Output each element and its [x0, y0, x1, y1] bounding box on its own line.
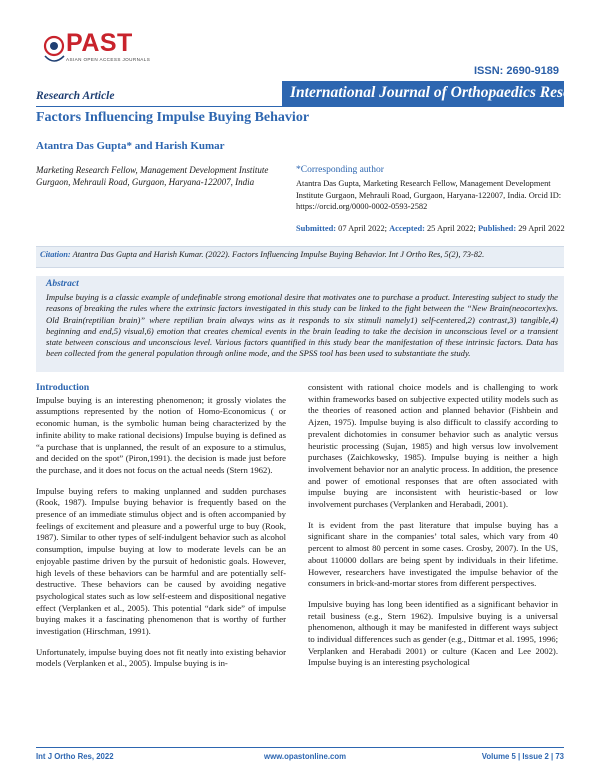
published-label: Published:	[477, 224, 517, 233]
body-column-right	[308, 382, 558, 678]
logo-wordmark: PAST	[66, 29, 133, 57]
submitted-date: 07 April 2022;	[338, 224, 387, 233]
article-authors: Atantra Das Gupta* and Harish Kumar	[36, 140, 225, 152]
body-column-left	[36, 382, 286, 679]
footer-website-link[interactable]: www.opastonline.com	[264, 752, 347, 761]
abstract-heading: Abstract	[46, 279, 79, 289]
corresponding-details: Atantra Das Gupta, Marketing Research Fellow, Management Development Institute Gurgaon, Mehrauli Road, Gurgaon, Haryana-122007, India. Orcid ID: https://orcid.org/0000-0002-0593-2582	[296, 179, 562, 211]
article-title: Factors Influencing Impulse Buying Behavior	[36, 110, 310, 125]
submitted-label: Submitted:	[296, 224, 337, 233]
body-paragraph: Impulsive buying has long been identified as a significant behavior in retail business (e.g., Stern 1962). Impulsive buying is a universal phenomenon, although it may be manifested in different ways subject to individual differences such as gender (e.g., Dittmar et al. 1995, 1996; Verplanken and Herabadi 2001) or culture (Kacen and Lee 2002). Impulse buying is an interesting psychological	[308, 598, 558, 668]
body-paragraph: Impulse buying is an interesting phenomenon; it grossly violates the assumptions represented by the notion of Homo-Economicus ( or economic human, is the symbolic human being characterized by the infinite ability to make rational decisions) Impulse buying is defined as “a purchase that is unplanned, the result of an exposure to a stimulus, and decided on the spot” (Piron,1991). the decision is made just before the purchase, and it does not focus on the actual needs (Stern 1962).	[36, 394, 286, 475]
author-affiliation: Marketing Research Fellow, Management Development Institute Gurgaon, Mehrauli Road, Gurgaon, Haryana-122007, India	[36, 165, 269, 187]
citation-label: Citation:	[40, 250, 71, 259]
logo-subtext: ASIAN OPEN ACCESS JOURNALS	[66, 57, 151, 62]
corresponding-heading: *Corresponding author	[296, 165, 384, 175]
body-paragraph: Unfortunately, impulse buying does not fit neatly into existing behavior models (Verplanken et al., 2005). Impulse buying is in-	[36, 646, 286, 669]
citation-text: Atantra Das Gupta and Harish Kumar. (2022). Factors Influencing Impulse Buying Behavior. Int J Ortho Res, 5(2), 73-82.	[72, 250, 485, 259]
header-divider	[36, 106, 564, 107]
article-dates	[296, 224, 565, 233]
article-type: Research Article	[36, 90, 115, 102]
body-paragraph: Impulse buying refers to making unplanned and sudden purchases (Rook, 1987). Impulse buying behavior is frequently based on the presence of an immediate stimulus object and is often accompanied by feelings of excitement and pleasure and a powerful urge to buy (Rook, 1987). Similar to other types of self-indulgent behavior such as alcohol consumption, impulse buying at low to moderate levels can be an enjoyable pastime driven by the pursuit of hedonistic goals. However, high levels of these behaviors can be harmful and are potentially self-destructive. These behaviors can be caused by avoiding negative psychological states such as low self-esteem and dispositional negative effect (Verplanken et al., 2005). This potential “dark side” of impulse buying makes it a fascinating phenomenon that is worthy of further investigation (Hirschman, 1991).	[36, 485, 286, 637]
footer-volume: Volume 5 | Issue 2 | 73	[481, 752, 564, 761]
footer-journal: Int J Ortho Res, 2022	[36, 752, 114, 761]
issn-label: ISSN: 2690-9189	[474, 65, 559, 77]
body-paragraph: consistent with rational choice models and is challenging to work within frameworks based on subjective expected utility models such as the theories of reasoned action and planned behavior (Fishbein and Ajzen, 1975). Impulse buying is also difficult to classify according to prevalent dichotomies in consumer behavior such as analytic versus heuristic processing (Sujan, 1985) and high versus low involvement purchases (Zaichkowsky, 1985). Impulse buying is neither a high involvement behavior nor an analytic process. In addition, the presence and power of emotional responses that are often associated with impulse buying are inconsistent with heuristic-based or low involvement purchases (Verplanken and Herabadi, 2001).	[308, 382, 558, 510]
introduction-heading: Introduction	[36, 382, 90, 393]
journal-name: International Journal of Orthopaedics Research	[290, 84, 600, 101]
accepted-label: Accepted:	[389, 224, 425, 233]
accepted-date: 25 April 2022;	[426, 224, 476, 233]
citation	[40, 250, 562, 259]
abstract-text: Impulse buying is a classic example of undefinable strong emotional desire that motivates one to purchase a product. Interesting subject to study the reasons of breaking the rules where the extrinsic factors investigated in this study can be linked to the fight between the “New Brain(neocortex)vs. Old Brain(reptilian brain)” where reptilian brain always wins as it responds to six stimuli namely1) self-centered,2) contrast,3) tangible,4) beginning and end,5) visual,6) emotion that creates chemical events in the brain leading to take the decision in unconscious level or a transient state between conscious and unconscious level. Various factors quantified in this study bear the manifestation of these intrinsic factors. Data has been collected from the general population through online mode, and the SPSS tool has been used to substantiate the study.	[46, 292, 558, 359]
body-paragraph: It is evident from the past literature that impulse buying has a significant share in the companies’ total sales, which vary from 40 percent to almost 80 percent in some cases. Crosby, 2007). In the US, about 110000 dollars are being spent by individuals in their lifetime. However, researchers have investigated the impulse behavior of the consumers in brick-and-mortar stores from different perspectives.	[308, 519, 558, 589]
footer-divider	[36, 747, 564, 748]
published-date: 29 April 2022	[518, 224, 565, 233]
